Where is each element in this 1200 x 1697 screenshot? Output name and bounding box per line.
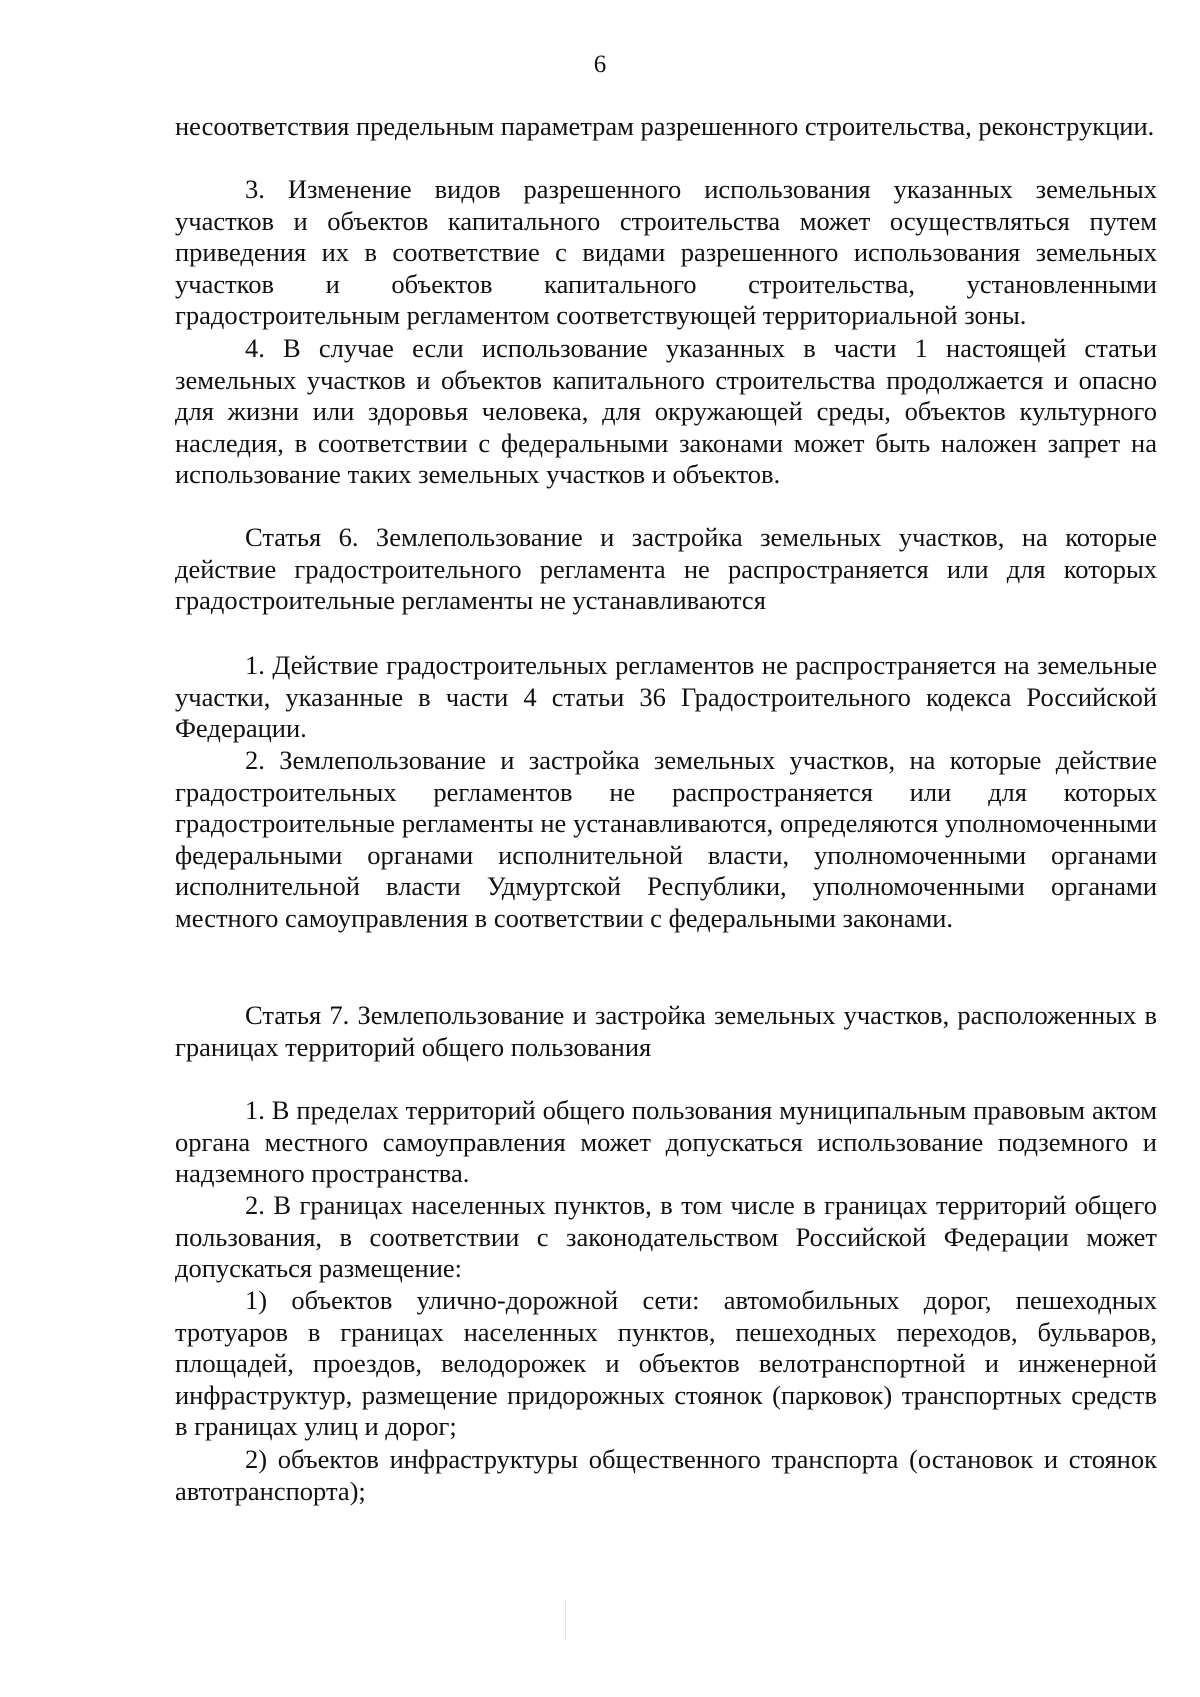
page-number: 6 [593,51,607,78]
paragraph-item-4: 4. В случае если использование указанных в части 1 настоящей статьи земельных участков и объектов капитального строительства продолжается и опасно для жизни или здоровья человека, для окружающей среды, объектов культурного наследия, в соответствии с федеральными законами может быть наложен запрет на использование таких земельных участков и объектов. [175,333,1157,489]
article-6-heading: Статья 6. Землепользование и застройка земельных участков, на которые действие градостроительного регламента не распространяется или для которых градостроительные регламенты не устанавливаются [175,522,1157,615]
article-6-item-1: 1. Действие градостроительных регламентов не распространяется на земельные участки, указанные в части 4 статьи 36 Градостроительного кодекса Российской Федерации. [175,650,1157,743]
paragraph-continuation: несоответствия предельным параметрам разрешенного строительства, реконструкции. [175,111,1155,141]
article-7-item-1: 1. В пределах территорий общего пользования муниципальным правовым актом органа местного самоуправления может допускаться использование подземного и надземного пространства. [175,1095,1157,1188]
paragraph-item-3: 3. Изменение видов разрешенного использования указанных земельных участков и объектов капитального строительства может осуществляться путем приведения их в соответствие с видами разрешенного использования земельных участков и объектов капитального строительства, установленными градостроительным регламентом соответствующей территориальной зоны. [175,174,1157,330]
article-7-heading: Статья 7. Землепользование и застройка земельных участков, расположенных в границах территорий общего пользования [175,1000,1157,1062]
article-7-subitem-1: 1) объектов улично-дорожной сети: автомобильных дорог, пешеходных тротуаров в границах населенных пунктов, пешеходных переходов, бульваров, площадей, проездов, велодорожек и объектов велотранспортной и инженерной инфраструктур, размещение придорожных стоянок (парковок) транспортных средств в границах улиц и дорог; [175,1285,1157,1441]
article-7-subitem-2: 2) объектов инфраструктуры общественного транспорта (остановок и стоянок автотранспорта); [175,1444,1157,1506]
article-6-item-2: 2. Землепользование и застройка земельных участков, на которые действие градостроительных регламентов не распространяется или для которых градостроительные регламенты не устанавливаются, определяются уполномоченными федеральными органами исполнительной власти, уполномоченными органами исполнительной власти Удмуртской Республики, уполномоченными органами местного самоуправления в соответствии с федеральными законами. [175,745,1157,933]
scan-artifact [565,1600,566,1640]
article-7-item-2: 2. В границах населенных пунктов, в том числе в границах территорий общего пользования, в соответствии с законодательством Российской Федерации может допускаться размещение: [175,1190,1157,1283]
